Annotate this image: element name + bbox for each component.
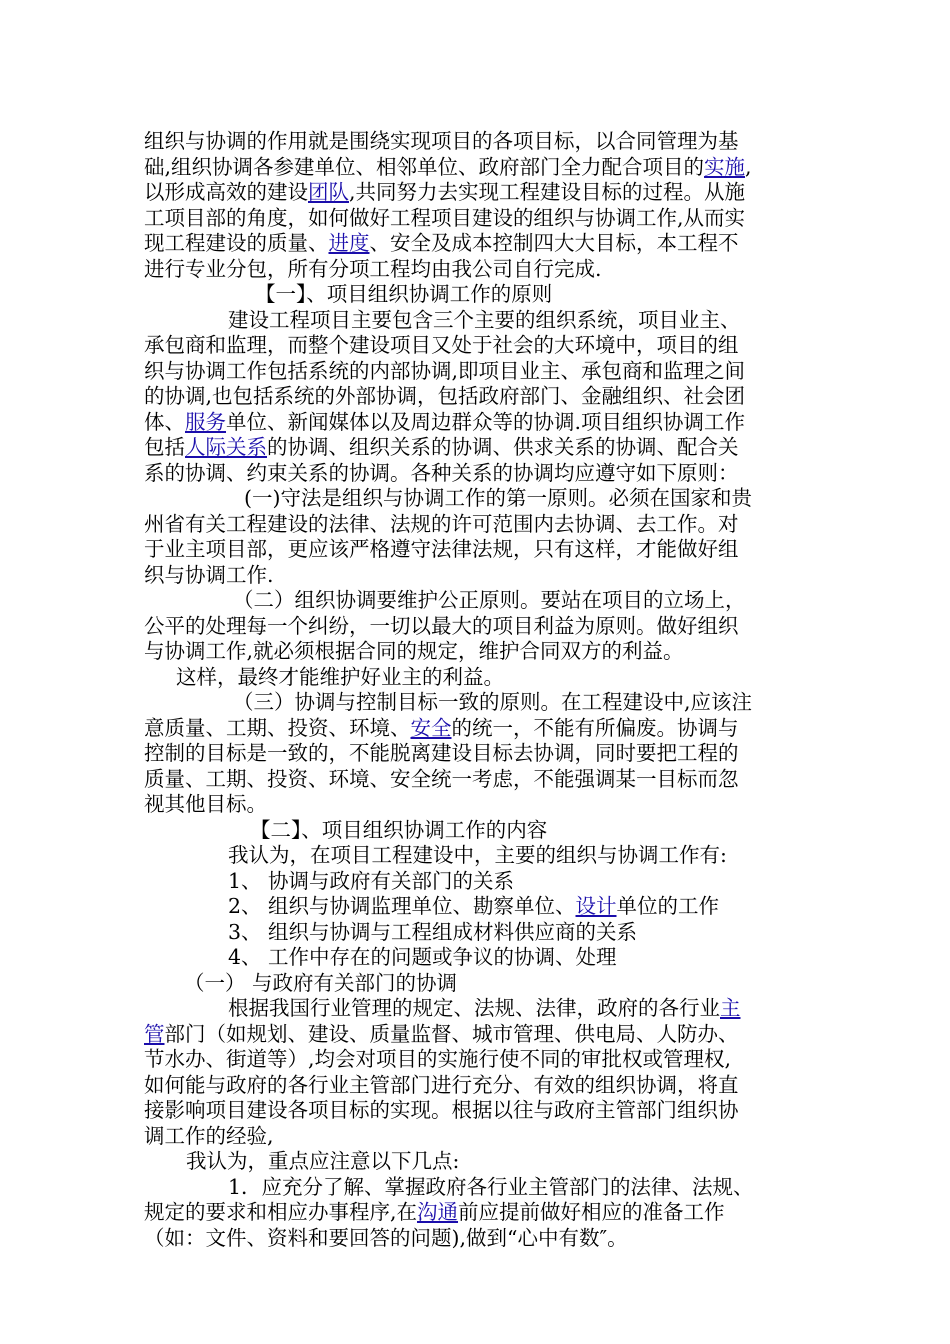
text-line: 管部门（如规划、建设、质量监督、城市管理、供电局、人防办、: [144, 1022, 739, 1046]
text-line: 根据我国行业管理的规定、法规、法律，政府的各行业主: [228, 996, 741, 1020]
link-zhu[interactable]: 主: [720, 996, 741, 1020]
text-line: 体、服务单位、新闻媒体以及周边群众等的协调.项目组织协调工作: [144, 410, 746, 434]
link-goutong[interactable]: 沟通: [417, 1200, 459, 1224]
list-item: 1、 协调与政府有关部门的关系: [228, 869, 514, 893]
text-line: 织与协调工作包括系统的内部协调,即项目业主、承包商和监理之间: [144, 359, 746, 383]
section-heading: 【二】、项目组织协调工作的内容: [250, 818, 548, 842]
text-line: 如何能与政府的各行业主管部门进行充分、有效的组织协调，将直: [144, 1073, 739, 1097]
list-item: 4、 工作中存在的问题或争议的协调、处理: [228, 945, 617, 969]
text-line: （三）协调与控制目标一致的原则。在工程建设中,应该注: [233, 690, 753, 714]
text-line: 础,组织协调各参建单位、相邻单位、政府部门全力配合项目的实施,: [144, 155, 752, 179]
text-line: 质量、工期、投资、环境、安全统一考虑，不能强调某一目标而忽: [144, 767, 739, 791]
text-line: 公平的处理每一个纠纷，一切以最大的项目利益为原则。做好组织: [144, 614, 739, 638]
link-guan[interactable]: 管: [144, 1022, 165, 1046]
text-line: 视其他目标。: [144, 792, 267, 816]
text-line: 我认为，重点应注意以下几点:: [186, 1149, 460, 1173]
link-jindu[interactable]: 进度: [328, 231, 370, 255]
text-line: （如：文件、资料和要回答的问题),做到“心中有数″。: [144, 1226, 628, 1250]
text-line: 调工作的经验,: [144, 1124, 274, 1148]
link-tuandui[interactable]: 团队: [308, 180, 349, 204]
link-anquan[interactable]: 安全: [410, 716, 452, 740]
text-line: 节水办、街道等）,均会对项目的实施行使不同的审批权或管理权,: [144, 1047, 732, 1071]
text-line: 这样，最终才能维护好业主的利益。: [176, 665, 504, 689]
text-line: 组织与协调的作用就是围绕实现项目的各项目标，以合同管理为基: [144, 129, 739, 153]
text-line: 规定的要求和相应办事程序,在沟通前应提前做好相应的准备工作: [144, 1200, 725, 1224]
link-shishi[interactable]: 实施: [704, 155, 746, 179]
text-line: 控制的目标是一致的，不能脱离建设目标去协调，同时要把工程的: [144, 741, 739, 765]
subsection-heading: （一） 与政府有关部门的协调: [184, 971, 458, 995]
text-line: 州省有关工程建设的法律、法规的许可范围内去协调、去工作。对: [144, 512, 739, 536]
text-line: 接影响项目建设各项目标的实现。根据以往与政府主管部门组织协: [144, 1098, 739, 1122]
list-item: 3、 组织与协调与工程组成材料供应商的关系: [228, 920, 637, 944]
link-sheji[interactable]: 设计: [575, 894, 617, 918]
text-line: 1．应充分了解、掌握政府各行业主管部门的法律、法规、: [228, 1175, 754, 1199]
text-line: 以形成高效的建设团队,共同努力去实现工程建设目标的过程。从施: [144, 180, 746, 204]
text-line: （二）组织协调要维护公正原则。要站在项目的立场上，: [233, 588, 746, 612]
text-line: 系的协调、约束关系的协调。各种关系的协调均应遵守如下原则：: [144, 461, 739, 485]
text-line: 建设工程项目主要包含三个主要的组织系统，项目业主、: [228, 308, 741, 332]
text-line: 承包商和监理，而整个建设项目又处于社会的大环境中，项目的组: [144, 333, 739, 357]
link-fuwu[interactable]: 服务: [185, 410, 226, 434]
text-line: 工项目部的角度，如何做好工程项目建设的组织与协调工作,从而实: [144, 206, 746, 230]
text-line: 包括人际关系的协调、组织关系的协调、供求关系的协调、配合关: [144, 435, 739, 459]
link-renjiguanxi[interactable]: 人际关系: [185, 435, 267, 459]
text-line: 我认为，在项目工程建设中，主要的组织与协调工作有:: [228, 843, 727, 867]
list-item: 2、 组织与协调监理单位、勘察单位、设计单位的工作: [228, 894, 719, 918]
text-line: 进行专业分包，所有分项工程均由我公司自行完成.: [144, 257, 602, 281]
text-line: 的协调,也包括系统的外部协调，包括政府部门、金融组织、社会团: [144, 384, 746, 408]
text-line: 织与协调工作.: [144, 563, 274, 587]
text-line: 于业主项目部，更应该严格遵守法律法规，只有这样，才能做好组: [144, 537, 739, 561]
text-line: (一)守法是组织与协调工作的第一原则。必须在国家和贵: [244, 486, 752, 510]
text-line: 意质量、工期、投资、环境、安全的统一，不能有所偏废。协调与: [144, 716, 739, 740]
section-heading: 【一】、项目组织协调工作的原则: [255, 282, 553, 306]
text-line: 现工程建设的质量、进度、安全及成本控制四大大目标，本工程不: [144, 231, 739, 255]
text-line: 与协调工作,就必须根据合同的规定，维护合同双方的利益。: [144, 639, 684, 663]
